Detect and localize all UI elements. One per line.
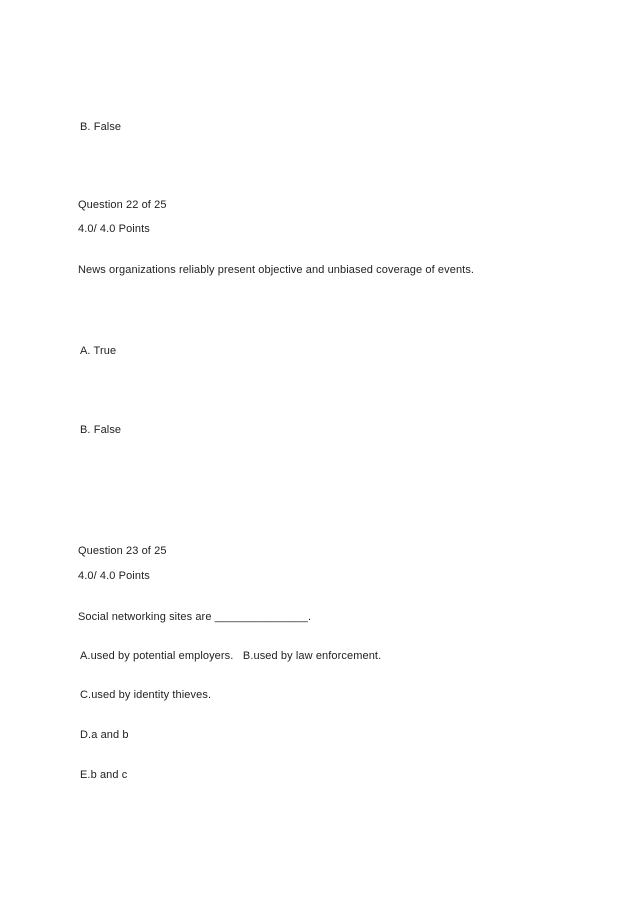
- q23-question: Social networking sites are _______________.: [78, 611, 312, 623]
- q23-option-c: C.used by identity thieves.: [80, 689, 212, 701]
- q22-option-b: B. False: [80, 424, 122, 436]
- q23-option-e: E.b and c: [80, 769, 128, 781]
- q22-points: 4.0/ 4.0 Points: [78, 223, 150, 235]
- q22-question: News organizations reliably present objective and unbiased coverage of events.: [78, 264, 475, 276]
- q23-header: Question 23 of 25: [78, 545, 167, 557]
- q22-header: Question 22 of 25: [78, 199, 167, 211]
- q23-option-d: D.a and b: [80, 729, 129, 741]
- q22-option-a: A. True: [80, 345, 117, 357]
- q23-points: 4.0/ 4.0 Points: [78, 570, 150, 582]
- q21-option-b: B. False: [80, 121, 122, 133]
- q23-option-ab: A.used by potential employers. B.used by law enforcement.: [80, 650, 382, 662]
